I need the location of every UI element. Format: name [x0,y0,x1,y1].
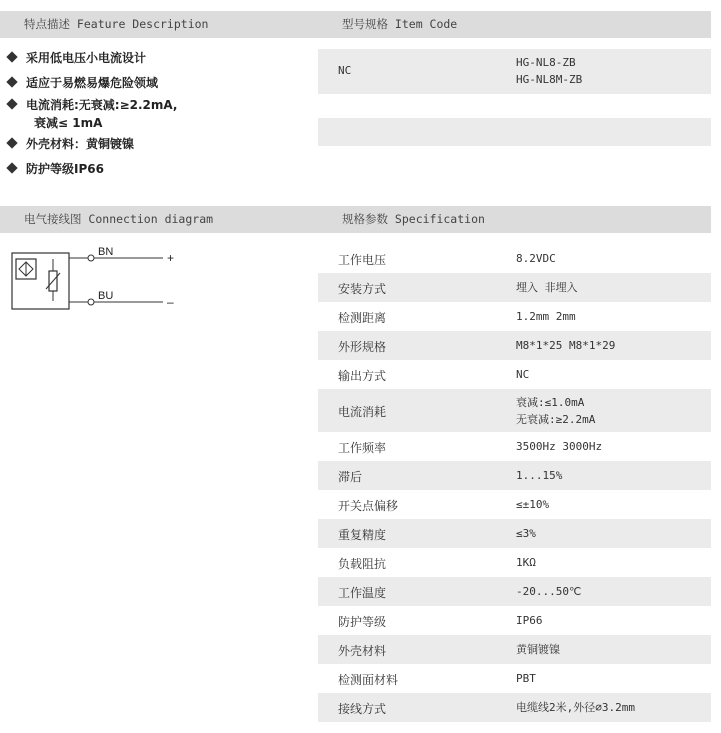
spec-value-line: PBT [516,672,536,685]
spec-value-line: ≤±10% [516,498,550,511]
spec-key: 工作电压 [338,253,387,267]
feature-header-label: 特点描述 Feature Description [24,17,209,31]
item-code-empty-row [318,118,711,146]
spec-header [318,206,711,233]
spec-value-line: IP66 [516,614,543,627]
spec-key: 防护等级 [338,615,387,629]
negative-label: – [167,295,174,309]
spec-key: 外形规格 [338,340,387,354]
spec-key: 外壳材料 [338,644,387,658]
spec-value-line: M8*1*25 M8*1*29 [516,339,616,352]
spec-row [318,244,711,273]
spec-key: 滞后 [338,470,363,484]
spec-value [516,496,549,513]
feature-item-continued [34,114,102,131]
spec-row [318,519,711,548]
spec-key: 开关点偏移 [338,499,399,513]
spec-key: 工作频率 [338,441,387,455]
spec-value-line: 3500Hz 3000Hz [516,440,603,453]
wire-bu-label: BU [98,290,114,302]
spec-value-line: NC [516,368,530,381]
spec-value [516,699,635,716]
feature-text: 电流消耗:无衰减:≥2.2mA, [26,98,178,112]
spec-value [516,438,602,455]
spec-key: 重复精度 [338,528,387,542]
spec-row [318,606,711,635]
spec-key: 检测距离 [338,311,387,325]
spec-value-line: 无衰减:≥2.2mA [516,413,596,426]
item-code-header [318,11,711,38]
feature-header [0,11,318,38]
feature-item [8,135,134,152]
model-code: HG-NL8M-ZB [516,73,583,86]
spec-value [516,279,578,296]
spec-row [318,577,711,606]
spec-header-label: 规格参数 Specification [342,212,485,226]
feature-text: 衰减≤ 1mA [34,116,103,130]
spec-row [318,461,711,490]
spec-value [516,670,536,687]
terminal-bn-icon [88,255,94,261]
wire-bn-label: BN [98,246,114,258]
feature-text: 采用低电压小电流设计 [26,51,147,65]
spec-row [318,635,711,664]
spec-value-line: -20...50℃ [516,585,582,598]
spec-value-line: 1...15% [516,469,563,482]
item-code-header-label: 型号规格 Item Code [342,17,458,31]
item-code-models [516,54,582,88]
item-code-output: NC [338,64,352,77]
spec-value-line: 衰减:≤1.0mA [516,396,585,409]
spec-row [318,302,711,331]
spec-value [516,525,536,542]
spec-value-line: 黄铜镀镍 [516,643,560,656]
item-code-row [318,49,711,94]
model-code: HG-NL8-ZB [516,56,576,69]
diamond-bullet-icon [6,98,17,109]
spec-value [516,250,556,267]
spec-value-line: 8.2VDC [516,252,556,265]
terminal-bu-icon [88,299,94,305]
spec-value-line: 1.2mm 2mm [516,310,576,323]
spec-value-line: 埋入 非埋入 [516,281,578,294]
spec-row [318,432,711,461]
diamond-bullet-icon [6,76,17,87]
spec-value-line: 电缆线2米,外径∅3.2mm [516,701,635,714]
spec-row [318,548,711,577]
spec-row [318,664,711,693]
spec-key: 电流消耗 [338,405,387,419]
spec-key: 安装方式 [338,282,387,296]
sensor-body [12,253,69,309]
connection-diagram [8,245,198,315]
spec-value [516,337,615,354]
spec-key: 输出方式 [338,369,387,383]
spec-value [516,394,595,428]
feature-item [8,96,177,113]
spec-value [516,583,581,600]
feature-text: 外壳材料：黄铜镀镍 [26,137,135,151]
spec-value-line: ≤3% [516,527,536,540]
spec-value-line: 1KΩ [516,556,536,569]
feature-item [8,160,104,177]
spec-value [516,554,536,571]
spec-row [318,273,711,302]
spec-value [516,467,562,484]
diamond-bullet-icon [6,51,17,62]
feature-item [8,74,158,91]
positive-label: + [167,251,175,265]
diamond-bullet-icon [6,137,17,148]
connection-header-label: 电气接线图 Connection diagram [24,212,214,226]
spec-row [318,693,711,722]
spec-row [318,331,711,360]
spec-row [318,490,711,519]
spec-value [516,641,560,658]
spec-key: 负载阻抗 [338,557,387,571]
connection-header [0,206,318,233]
feature-text: 防护等级IP66 [26,162,104,176]
feature-item [8,49,146,66]
spec-key: 工作温度 [338,586,387,600]
spec-key: 检测面材料 [338,673,399,687]
diamond-bullet-icon [6,162,17,173]
spec-value [516,308,576,325]
spec-row [318,360,711,389]
feature-text: 适应于易燃易爆危险领域 [26,76,159,90]
spec-value [516,366,529,383]
spec-key: 接线方式 [338,702,387,716]
spec-row [318,389,711,432]
spec-value [516,612,543,629]
